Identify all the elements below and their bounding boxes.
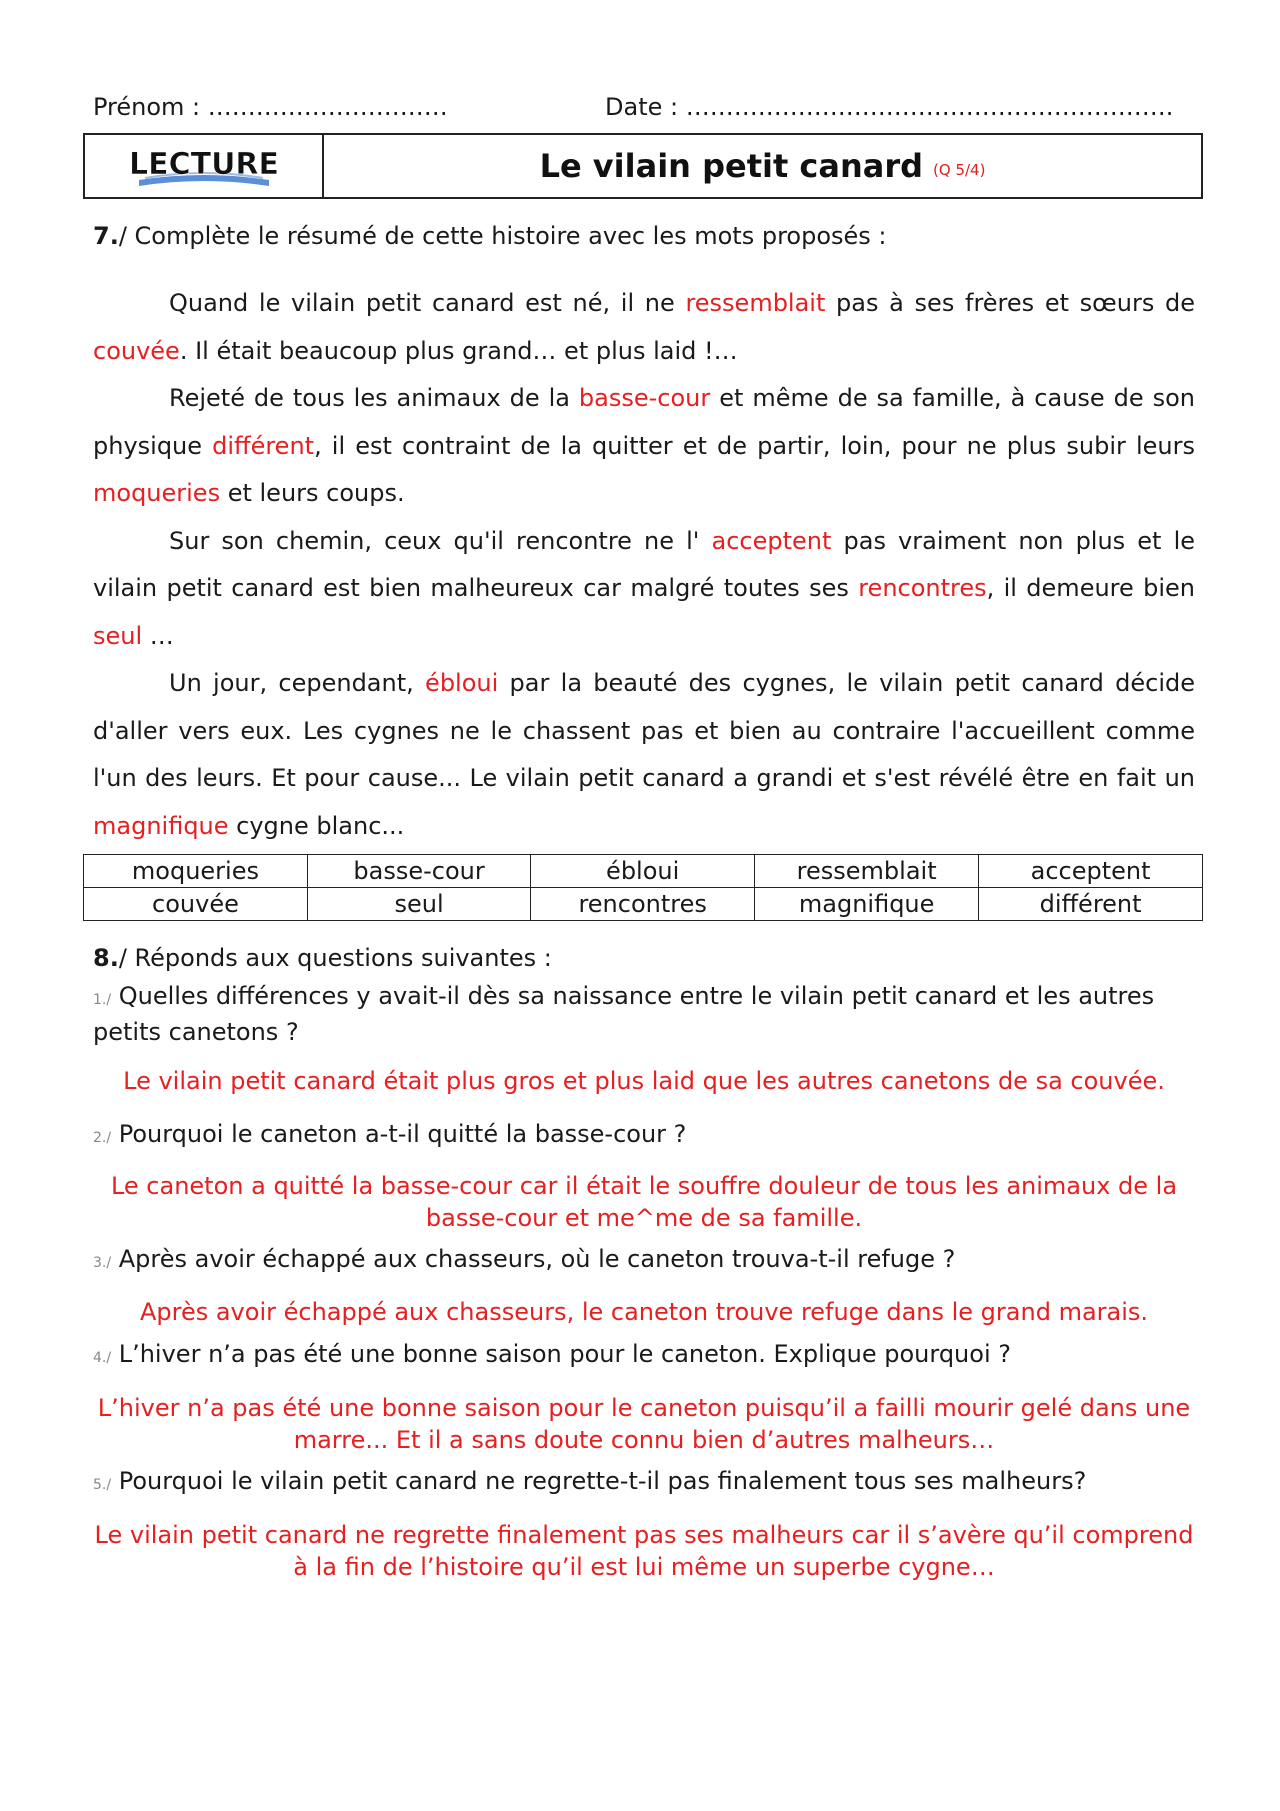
story-paragraph: Un jour, cependant, ébloui par la beauté des cygnes, le vilain petit canard décide d'aller vers eux. Les cygnes ne le chassent pas et bien au contraire l'accueillent comme l'un des leurs. Et pour cause... Le vilain petit canard a grandi et s'est révélé être en fait un magnifique cygne blanc... <box>93 669 1195 840</box>
lecture-logo <box>85 135 324 197</box>
word-cell: ébloui <box>531 855 755 888</box>
title-box <box>83 133 1203 199</box>
story-summary <box>93 280 1195 850</box>
word-cell: moqueries <box>84 855 308 888</box>
word-cell: ressemblait <box>755 855 979 888</box>
question-4: 4./ L’hiver n’a pas été une bonne saison pour le caneton. Explique pourquoi ? <box>93 1340 1011 1368</box>
answer-2: Le caneton a quitté la basse-cour car il était le souffre douleur de tous les animaux de la basse-cour et me^me de sa famille. <box>110 1172 1178 1232</box>
question-2: 2./ Pourquoi le caneton a-t-il quitté la basse-cour ? <box>93 1120 687 1148</box>
answer-3: Après avoir échappé aux chasseurs, le caneton trouve refuge dans le grand marais. <box>139 1298 1149 1326</box>
answer-4: L’hiver n’a pas été une bonne saison pour le caneton puisqu’il a failli mourir gelé dans une marre... Et il a sans doute connu bien d’autres malheurs… <box>97 1394 1191 1454</box>
word-cell: couvée <box>84 888 308 921</box>
question-1: 1./ Quelles différences y avait-il dès sa naissance entre le vilain petit canard et les autres petits canetons ? <box>93 982 1155 1046</box>
word-cell: seul <box>307 888 530 921</box>
word-cell: rencontres <box>531 888 755 921</box>
question-3: 3./ Après avoir échappé aux chasseurs, où le caneton trouva-t-il refuge ? <box>93 1245 956 1273</box>
word-cell: basse-cour <box>307 855 530 888</box>
svg-text:LECTURE: LECTURE <box>128 147 279 182</box>
story-paragraph: Rejeté de tous les animaux de la basse-cour et même de sa famille, à cause de son physique différent, il est contraint de la quitter et de partir, loin, pour ne plus subir leurs moqueries et leurs coups. <box>93 384 1195 507</box>
word-cell: magnifique <box>755 888 979 921</box>
word-cell: acceptent <box>979 855 1203 888</box>
answer-5: Le vilain petit canard ne regrette finalement pas ses malheurs car il s’avère qu’il comprend à la fin de l’histoire qu’il est lui même un superbe cygne… <box>94 1521 1194 1581</box>
answer-1: Le vilain petit canard était plus gros et plus laid que les autres canetons de sa couvée. <box>123 1067 1165 1095</box>
word-bank-table <box>83 854 1203 921</box>
exercise-7-heading: 7./ Complète le résumé de cette histoire avec les mots proposés : <box>93 222 887 250</box>
story-paragraph: Sur son chemin, ceux qu'il rencontre ne l' acceptent pas vraiment non plus et le vilain petit canard est bien malheureux car malgré toutes ses rencontres, il demeure bien seul … <box>93 526 1196 650</box>
word-bank-row <box>84 888 1203 921</box>
page-title: Le vilain petit canard <box>539 147 924 185</box>
story-paragraph: Quand le vilain petit canard est né, il ne ressemblait pas à ses frères et sœurs de couvée. Il était beaucoup plus grand… et plus laid !… <box>93 289 1195 365</box>
title-cell <box>324 135 1201 197</box>
title-code: (Q 5/4) <box>933 161 986 179</box>
exercise-8-heading: 8./ Réponds aux questions suivantes : <box>93 944 552 972</box>
date-field: Date : ……………………………………………………. <box>605 93 1174 121</box>
question-5: 5./ Pourquoi le vilain petit canard ne regrette-t-il pas finalement tous ses malheurs? <box>93 1467 1087 1495</box>
prenom-field: Prénom : ………………………… <box>93 93 448 121</box>
word-cell: différent <box>979 888 1203 921</box>
book-logo-icon <box>129 144 279 188</box>
word-bank-row <box>84 855 1203 888</box>
